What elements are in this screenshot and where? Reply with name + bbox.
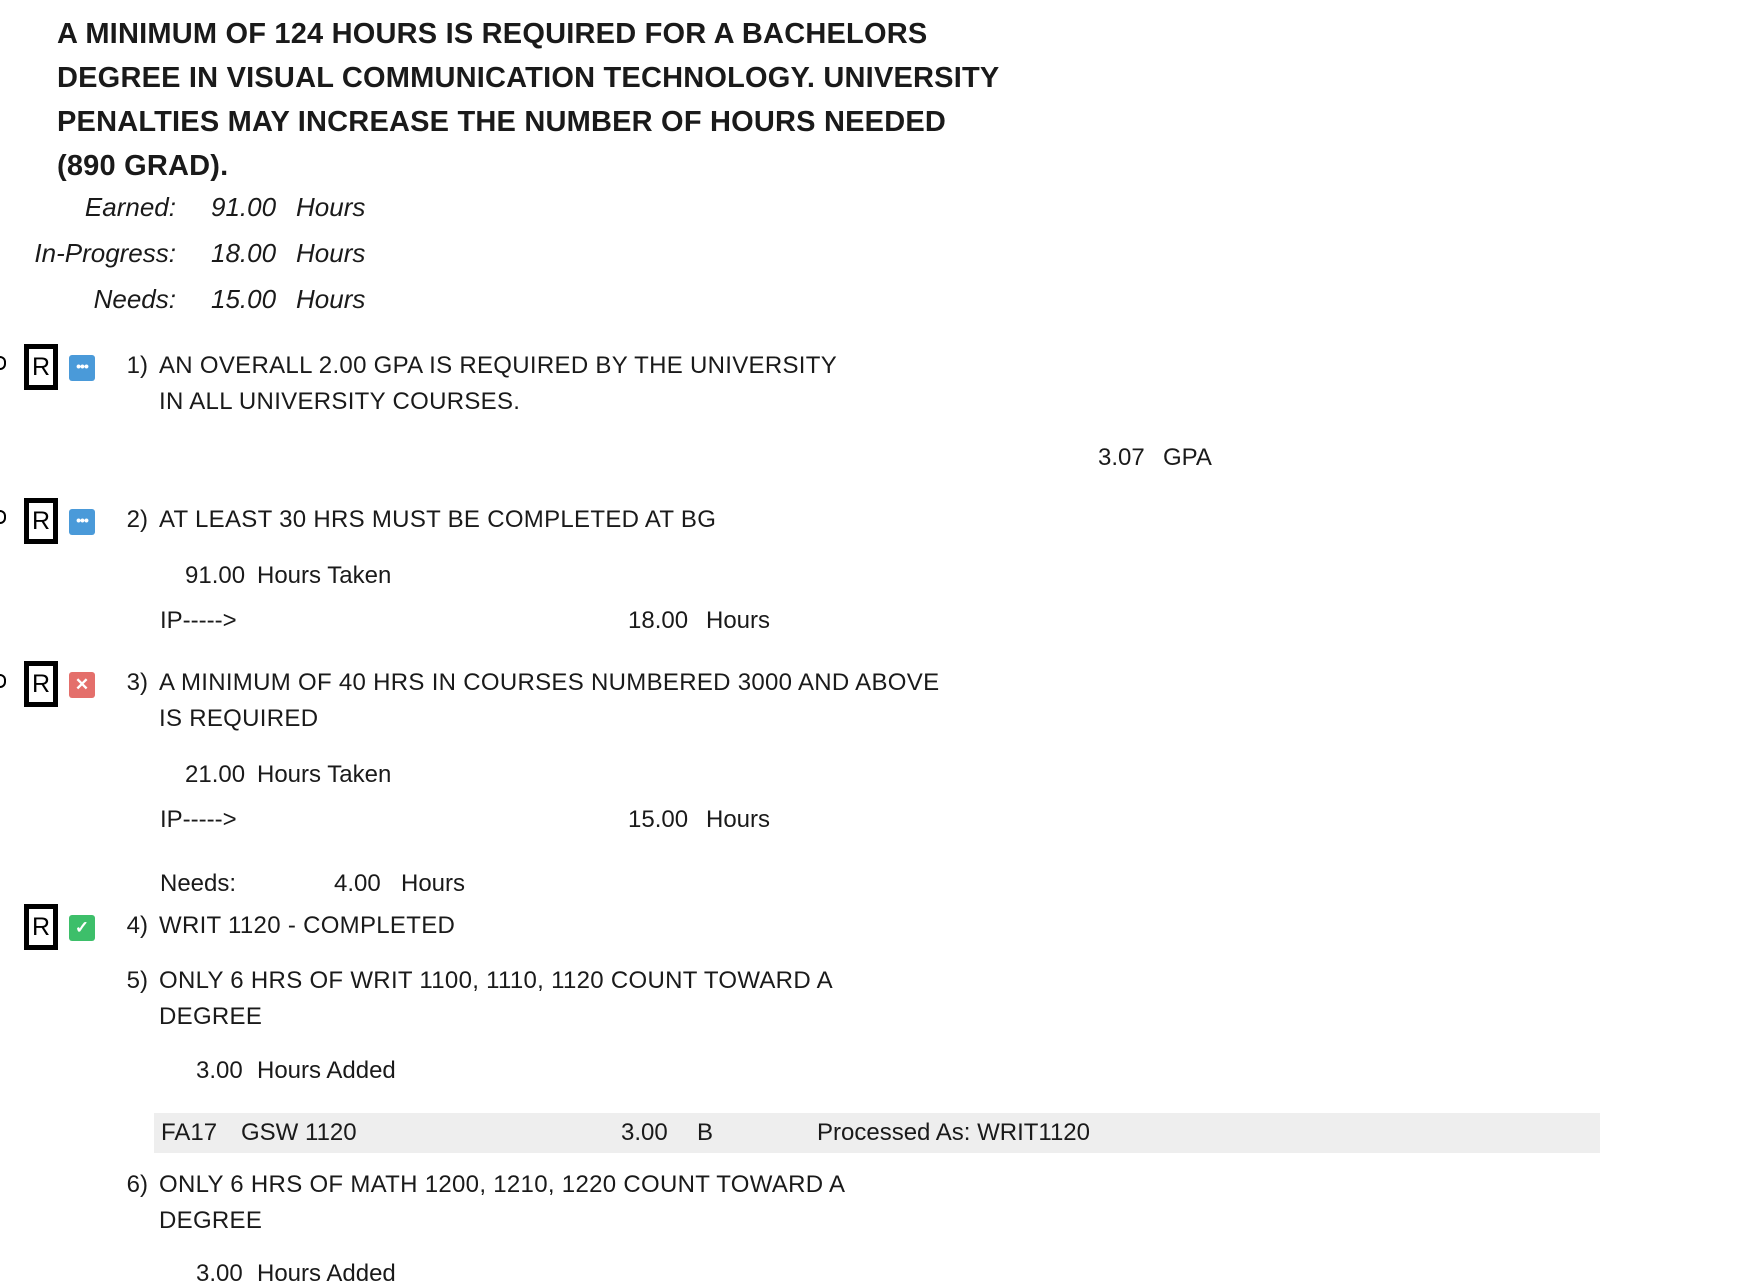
needs-unit: Hours: [296, 284, 366, 314]
rule-description-line: IN ALL UNIVERSITY COURSES.: [159, 388, 521, 415]
hours-added-value: 3.00: [196, 1057, 243, 1084]
rule-description-line: DEGREE: [159, 1003, 263, 1030]
hours-taken-value: 91.00: [185, 562, 246, 589]
rule-number: 2): [126, 506, 148, 533]
course-code: GSW 1120: [241, 1119, 357, 1146]
gpa-value: 3.07: [1098, 444, 1145, 471]
course-grade: B: [697, 1119, 714, 1146]
rule-description: [159, 908, 455, 944]
rule-description: [159, 348, 837, 420]
heading-line: DEGREE IN VISUAL COMMUNICATION TECHNOLOGY. UNIVERSITY: [57, 62, 1000, 94]
rule-number: 5): [126, 967, 148, 994]
rule-description-line: AT LEAST 30 HRS MUST BE COMPLETED AT BG: [159, 506, 717, 533]
rule-number: 6): [126, 1171, 148, 1198]
heading-line: PENALTIES MAY INCREASE THE NUMBER OF HOURS NEEDED: [57, 106, 947, 138]
in-progress-arrow-label: IP----->: [160, 607, 237, 634]
rule-type-badge[interactable]: R: [27, 907, 55, 947]
in-progress-value: 18.00: [211, 238, 277, 268]
rule-description-line: ONLY 6 HRS OF WRIT 1100, 1110, 1120 COUNT TOWARD A: [159, 967, 833, 994]
expand-toggle-icon[interactable]: [0, 510, 6, 524]
in-progress-unit: Hours: [296, 238, 366, 268]
in-progress-label: In-Progress:: [34, 238, 176, 268]
rule-description: [159, 963, 833, 1035]
course-hours: 3.00: [621, 1119, 668, 1146]
hours-taken-label: Hours Taken: [257, 761, 392, 788]
ellipsis-icon: •••: [69, 509, 95, 535]
ellipsis-icon: •••: [69, 355, 95, 381]
course-term: FA17: [161, 1119, 218, 1146]
rule-description-line: DEGREE: [159, 1207, 263, 1234]
rule-number: 4): [126, 912, 148, 939]
in-progress-hours-unit: Hours: [706, 806, 771, 833]
rule-description-line: IS REQUIRED: [159, 705, 319, 732]
needs-value: 15.00: [211, 284, 277, 314]
degree-requirement-heading: [57, 12, 1057, 188]
expand-toggle-icon[interactable]: [0, 674, 6, 688]
course-row[interactable]: [154, 1113, 1600, 1153]
needs-label: Needs:: [160, 870, 237, 897]
in-progress-hours-value: 15.00: [628, 806, 689, 833]
in-progress-hours-value: 18.00: [628, 607, 689, 634]
needs-unit: Hours: [401, 870, 466, 897]
earned-value: 91.00: [211, 192, 277, 222]
hours-added-value: 3.00: [196, 1260, 243, 1287]
rule-description-line: WRIT 1120 - COMPLETED: [159, 912, 456, 939]
rule-type-badge[interactable]: R: [27, 664, 55, 704]
in-progress-arrow-label: IP----->: [160, 806, 237, 833]
gpa-unit: GPA: [1163, 444, 1212, 471]
rule-number: 1): [126, 352, 148, 379]
rule-type-badge[interactable]: R: [27, 501, 55, 541]
hours-added-label: Hours Added: [257, 1260, 396, 1287]
hours-taken-value: 21.00: [185, 761, 246, 788]
needs-label: Needs:: [93, 284, 176, 314]
expand-toggle-icon[interactable]: [0, 356, 6, 370]
check-icon: ✓: [69, 915, 95, 941]
earned-label: Earned:: [84, 192, 176, 222]
needs-value: 4.00: [334, 870, 381, 897]
rule-number: 3): [126, 669, 148, 696]
rule-type-badge[interactable]: R: [27, 347, 55, 387]
course-processed-as: Processed As: WRIT1120: [817, 1119, 1090, 1146]
heading-line: (890 GRAD).: [57, 150, 229, 182]
rule-description-line: AN OVERALL 2.00 GPA IS REQUIRED BY THE UNIVERSITY: [159, 352, 838, 379]
hours-added-label: Hours Added: [257, 1057, 396, 1084]
rule-description: [159, 665, 939, 737]
rule-description: [159, 1167, 845, 1239]
hours-taken-label: Hours Taken: [257, 562, 392, 589]
x-icon: ✕: [69, 672, 95, 698]
rule-description-line: A MINIMUM OF 40 HRS IN COURSES NUMBERED 3000 AND ABOVE: [159, 669, 940, 696]
rule-description-line: ONLY 6 HRS OF MATH 1200, 1210, 1220 COUNT TOWARD A: [159, 1171, 846, 1198]
earned-unit: Hours: [296, 192, 366, 222]
rule-description: [159, 502, 716, 538]
in-progress-hours-unit: Hours: [706, 607, 771, 634]
heading-line: A MINIMUM OF 124 HOURS IS REQUIRED FOR A BACHELORS: [57, 18, 928, 50]
